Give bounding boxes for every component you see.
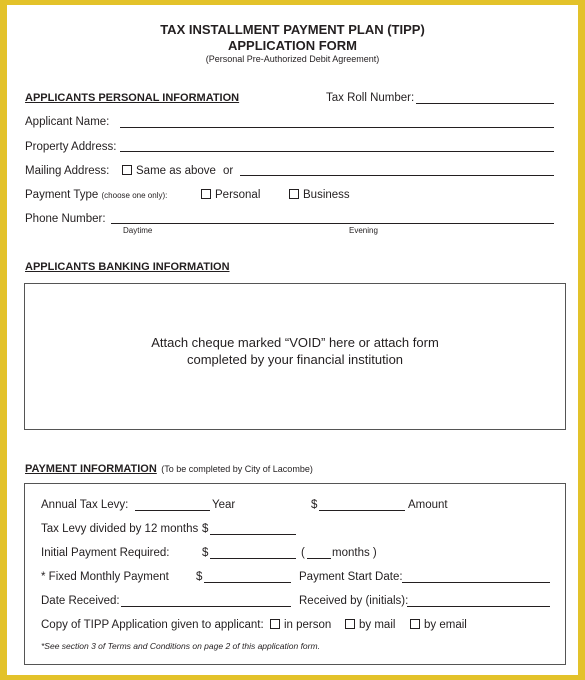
annual-levy-year-field[interactable] <box>135 510 210 511</box>
personal-option[interactable] <box>201 189 260 201</box>
date-received-field[interactable] <box>121 606 291 607</box>
tax-roll-label: Tax Roll Number: <box>326 92 415 104</box>
phone-field[interactable] <box>111 223 554 224</box>
divided-amount-field[interactable] <box>210 534 296 535</box>
by-email-checkbox[interactable] <box>410 619 420 629</box>
payment-heading-note: (To be completed by City of Lacombe) <box>161 464 313 474</box>
payment-type-hint: (choose one only): <box>101 191 168 200</box>
personal-option-label: Personal <box>215 189 261 201</box>
payment-type-row <box>25 189 167 201</box>
form-subtitle: APPLICATION FORM <box>227 38 358 53</box>
business-option-label: Business <box>303 189 350 201</box>
initial-label: Initial Payment Required: <box>41 547 170 559</box>
fixed-amount-field[interactable] <box>204 582 291 583</box>
divided-label: Tax Levy divided by 12 months <box>41 523 199 535</box>
payment-heading-row <box>25 459 313 477</box>
copy-label: Copy of TIPP Application given to applicant: <box>41 619 264 631</box>
daytime-label: Daytime <box>123 226 153 235</box>
by-email-label: by email <box>424 619 467 631</box>
business-checkbox[interactable] <box>289 189 299 199</box>
received-by-label: Received by (initials): <box>299 595 409 607</box>
by-mail-checkbox[interactable] <box>345 619 355 629</box>
start-date-label: Payment Start Date: <box>299 571 403 583</box>
same-as-above-checkbox[interactable] <box>122 165 132 175</box>
initial-amount-field[interactable] <box>210 558 296 559</box>
same-as-above-label: Same as above <box>136 165 216 177</box>
by-mail-label: by mail <box>359 619 396 631</box>
payment-type-label: Payment Type <box>25 189 99 201</box>
date-received-label: Date Received: <box>41 595 120 607</box>
form-note: (Personal Pre-Authorized Debit Agreement) <box>205 54 380 64</box>
phone-label: Phone Number: <box>25 213 106 225</box>
banking-heading: APPLICANTS BANKING INFORMATION <box>25 261 230 273</box>
same-as-above-option[interactable] <box>122 165 216 177</box>
initial-dollar: $ <box>202 547 209 559</box>
applicant-name-label: Applicant Name: <box>25 116 110 128</box>
fixed-payment-label: * Fixed Monthly Payment <box>41 571 169 583</box>
property-address-label: Property Address: <box>25 141 117 153</box>
payment-heading: PAYMENT INFORMATION <box>25 463 157 475</box>
form-title: TAX INSTALLMENT PAYMENT PLAN (TIPP) <box>160 22 425 37</box>
start-date-field[interactable] <box>402 582 550 583</box>
cheque-instruction-line2: completed by your financial institution <box>186 352 404 367</box>
business-option[interactable] <box>289 189 350 201</box>
by-mail-option[interactable] <box>345 619 395 631</box>
form-page <box>7 5 578 675</box>
cheque-attach-box <box>24 283 566 430</box>
amount-dollar: $ <box>311 499 318 511</box>
received-by-field[interactable] <box>407 606 550 607</box>
months-open: ( <box>301 547 305 559</box>
tax-roll-field[interactable] <box>416 103 554 104</box>
evening-label: Evening <box>349 226 378 235</box>
or-label: or <box>223 165 234 177</box>
applicant-name-field[interactable] <box>120 127 554 128</box>
divided-dollar: $ <box>202 523 209 535</box>
property-address-field[interactable] <box>120 151 554 152</box>
in-person-checkbox[interactable] <box>270 619 280 629</box>
year-label: Year <box>212 499 236 511</box>
in-person-option[interactable] <box>270 619 331 631</box>
months-label: months ) <box>332 547 377 559</box>
amount-label: Amount <box>408 499 448 511</box>
mailing-address-field[interactable] <box>240 175 554 176</box>
by-email-option[interactable] <box>410 619 467 631</box>
personal-heading: APPLICANTS PERSONAL INFORMATION <box>25 92 240 104</box>
annual-levy-amount-field[interactable] <box>319 510 405 511</box>
fixed-dollar: $ <box>196 571 203 583</box>
cheque-instruction-line1: Attach cheque marked “VOID” here or attach form <box>151 335 439 350</box>
annual-levy-label: Annual Tax Levy: <box>41 499 129 511</box>
personal-checkbox[interactable] <box>201 189 211 199</box>
mailing-address-label: Mailing Address: <box>25 165 110 177</box>
months-field[interactable] <box>307 558 331 559</box>
payment-footnote: *See section 3 of Terms and Conditions on page 2 of this application form. <box>41 641 320 651</box>
in-person-label: in person <box>284 619 332 631</box>
